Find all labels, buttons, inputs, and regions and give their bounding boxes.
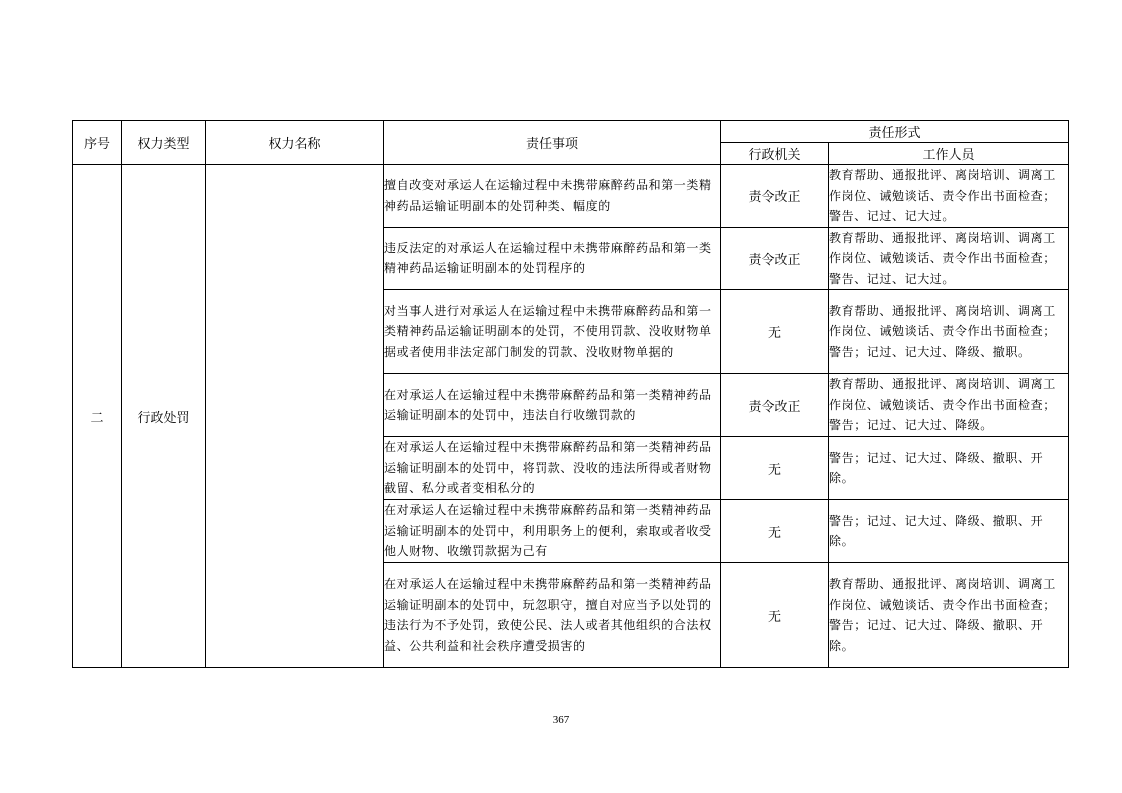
row-admin: 无 — [721, 563, 829, 668]
row-admin: 无 — [721, 290, 829, 374]
header-responsibility-form: 责任形式 — [721, 121, 1069, 143]
header-staff: 工作人员 — [829, 143, 1069, 165]
group-power-type: 行政处罚 — [122, 165, 206, 668]
row-admin: 无 — [721, 437, 829, 500]
row-staff: 教育帮助、通报批评、离岗培训、调离工作岗位、诫勉谈话、责令作出书面检查；警告、记过、记大过。 — [829, 227, 1069, 290]
row-staff: 警告；记过、记大过、降级、撤职、开除。 — [829, 500, 1069, 563]
group-seq: 二 — [73, 165, 122, 668]
row-staff: 教育帮助、通报批评、离岗培训、调离工作岗位、诫勉谈话、责令作出书面检查；警告；记过、记大过、降级。 — [829, 374, 1069, 437]
responsibility-table — [72, 120, 1069, 668]
row-staff: 教育帮助、通报批评、离岗培训、调离工作岗位、诫勉谈话、责令作出书面检查；警告；记过、记大过、降级、撤职。 — [829, 290, 1069, 374]
header-admin-agency: 行政机关 — [721, 143, 829, 165]
header-power-name: 权力名称 — [206, 121, 384, 165]
table-row — [73, 165, 1069, 228]
row-item: 在对承运人在运输过程中未携带麻醉药品和第一类精神药品运输证明副本的处罚中，玩忽职守，擅自对应当予以处罚的违法行为不予处罚，致使公民、法人或者其他组织的合法权益、公共利益和社会秩序遭受损害的 — [384, 563, 721, 668]
row-item: 在对承运人在运输过程中未携带麻醉药品和第一类精神药品运输证明副本的处罚中，违法自行收缴罚款的 — [384, 374, 721, 437]
header-power-type: 权力类型 — [122, 121, 206, 165]
row-staff: 教育帮助、通报批评、离岗培训、调离工作岗位、诫勉谈话、责令作出书面检查；警告、记过、记大过。 — [829, 165, 1069, 228]
row-item: 在对承运人在运输过程中未携带麻醉药品和第一类精神药品运输证明副本的处罚中，利用职务上的便利，索取或者收受他人财物、收缴罚款据为己有 — [384, 500, 721, 563]
row-admin: 责令改正 — [721, 227, 829, 290]
row-staff: 教育帮助、通报批评、离岗培训、调离工作岗位、诫勉谈话、责令作出书面检查；警告；记过、记大过、降级、撤职、开除。 — [829, 563, 1069, 668]
row-staff: 警告；记过、记大过、降级、撤职、开除。 — [829, 437, 1069, 500]
row-item: 违反法定的对承运人在运输过程中未携带麻醉药品和第一类精神药品运输证明副本的处罚程序的 — [384, 227, 721, 290]
header-seq: 序号 — [73, 121, 122, 165]
row-admin: 责令改正 — [721, 374, 829, 437]
row-admin: 无 — [721, 500, 829, 563]
row-item: 擅自改变对承运人在运输过程中未携带麻醉药品和第一类精神药品运输证明副本的处罚种类、幅度的 — [384, 165, 721, 228]
page-number: 367 — [552, 714, 570, 726]
row-item: 对当事人进行对承运人在运输过程中未携带麻醉药品和第一类精神药品运输证明副本的处罚，不使用罚款、没收财物单据或者使用非法定部门制发的罚款、没收财物单据的 — [384, 290, 721, 374]
row-admin: 责令改正 — [721, 165, 829, 228]
group-power-name — [206, 165, 384, 668]
header-responsibility: 责任事项 — [384, 121, 721, 165]
row-item: 在对承运人在运输过程中未携带麻醉药品和第一类精神药品运输证明副本的处罚中，将罚款、没收的违法所得或者财物截留、私分或者变相私分的 — [384, 437, 721, 500]
